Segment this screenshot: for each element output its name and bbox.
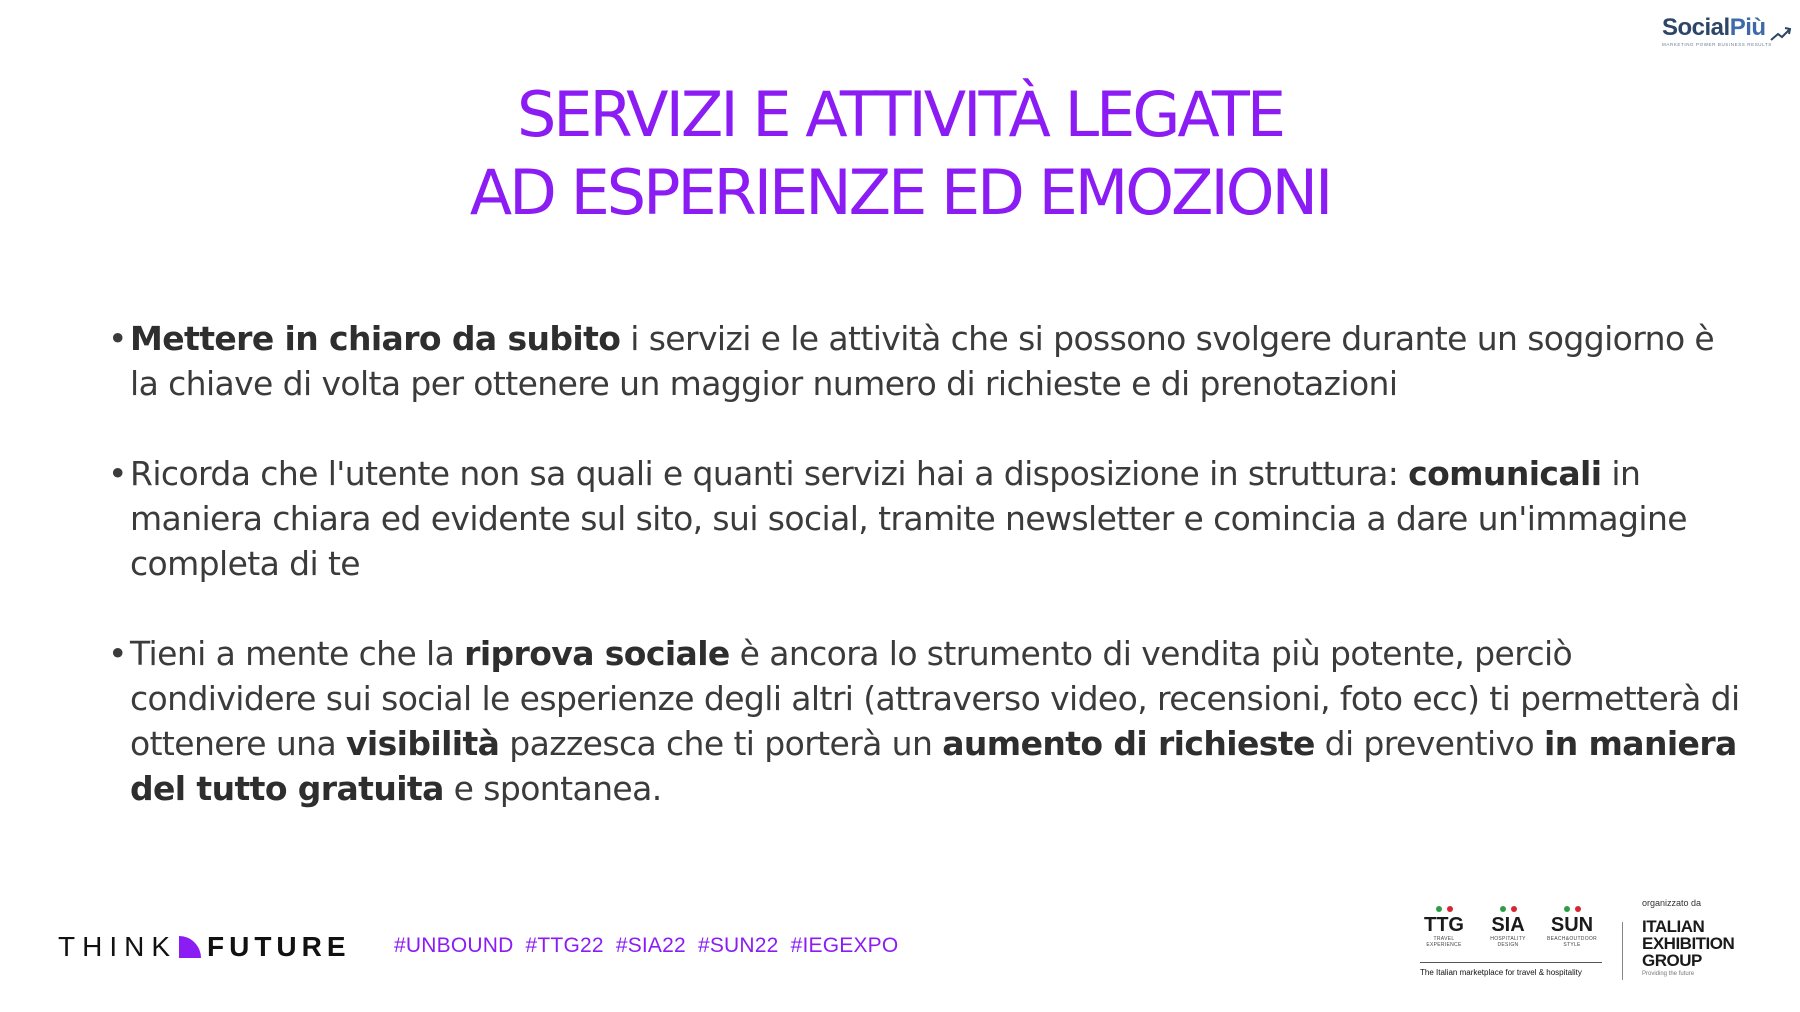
bullet-dot: • [108, 319, 127, 358]
brand-sub: HOSPITALITY [1490, 936, 1526, 942]
bullet-text [130, 634, 1740, 808]
brand-name: SUN [1550, 914, 1594, 936]
bullet-text [130, 319, 1714, 403]
regular-text: è ancora lo strumento di vendita più potente, perciò condividere sui social le esperienze degli altri (attraverso video, recensioni, foto ecc) ti permetterà di ottenere una [130, 634, 1740, 763]
brand-sub: BEACH&OUTDOOR [1546, 936, 1597, 942]
bullet-item [108, 631, 1748, 811]
logo-brand-accent: Più [1729, 14, 1766, 41]
brand-sub: STYLE [1563, 942, 1581, 948]
bullet-dot: • [108, 634, 127, 673]
regular-text: Tieni a mente che la [130, 634, 465, 673]
title-line-2: AD ESPERIENZE ED EMOZIONI [469, 156, 1331, 229]
bold-text: visibilità [345, 724, 500, 763]
regular-text: pazzesca che ti porterà un [499, 724, 943, 763]
bullet-item [108, 451, 1748, 586]
think-future-logo [58, 931, 351, 963]
bold-text: riprova sociale [464, 634, 730, 673]
regular-text: i servizi e le attività che si possono svolgere durante un soggiorno è la chiave di volta per ottenere un maggior numero di richieste e di prenotazioni [130, 319, 1715, 403]
regular-text: Ricorda che l'utente non sa quali e quanti servizi hai a disposizione in struttura: [130, 454, 1409, 493]
bold-text: aumento di richieste [942, 724, 1315, 763]
ieg-logo [1642, 898, 1772, 977]
bullet-list [108, 316, 1748, 856]
growth-arrow-icon [1770, 26, 1792, 42]
brand-name: SIA [1491, 914, 1525, 936]
brand-sun [1542, 906, 1602, 948]
event-brands [1414, 906, 1604, 986]
brand-dots-icon [1542, 906, 1602, 914]
page-title [0, 76, 1800, 232]
strapline: The Italian marketplace for travel & hospitality [1420, 968, 1582, 977]
regular-text: di preventivo [1314, 724, 1544, 763]
quarter-circle-icon [179, 936, 201, 958]
ieg-line-1: ITALIAN [1642, 917, 1705, 936]
regular-text: e spontanea. [443, 769, 662, 808]
logo-brand-main: Social [1662, 14, 1730, 41]
ieg-line-3: GROUP [1642, 951, 1702, 970]
regular-text: in maniera chiara ed evidente sul sito, sui social, tramite newsletter e comincia a dare un'immagine completa di te [130, 454, 1687, 583]
brand-sub: TRAVEL [1433, 936, 1455, 942]
socialpiu-logo [1662, 16, 1792, 56]
bullet-item [108, 316, 1748, 406]
bullet-dot: • [108, 454, 127, 493]
hashtags: #UNBOUND #TTG22 #SIA22 #SUN22 #IEGEXPO [394, 934, 899, 957]
think-word: THINK [58, 931, 177, 962]
logo-tagline: MARKETING POWER BUSINESS RESULTS [1662, 42, 1772, 47]
bold-text: Mettere in chiaro da subito [130, 319, 621, 358]
brand-dots-icon [1478, 906, 1538, 914]
brand-sub: EXPERIENCE [1426, 942, 1462, 948]
title-line-1: SERVIZI E ATTIVITÀ LEGATE [516, 78, 1284, 151]
bullet-text [130, 454, 1687, 583]
brand-ttg [1414, 906, 1474, 948]
brand-name: TTG [1424, 914, 1464, 936]
bold-text: comunicali [1408, 454, 1602, 493]
ieg-tagline: Providing the future [1642, 971, 1695, 977]
future-word: FUTURE [207, 931, 351, 962]
vertical-divider [1622, 922, 1623, 980]
divider [1420, 962, 1602, 963]
ieg-line-2: EXHIBITION [1642, 934, 1735, 953]
brand-dots-icon [1414, 906, 1474, 914]
brand-sub: DESIGN [1497, 942, 1519, 948]
organizer-label: organizzato da [1642, 898, 1702, 908]
bold-text: in maniera del tutto gratuita [130, 724, 1737, 808]
brand-sia [1478, 906, 1538, 948]
